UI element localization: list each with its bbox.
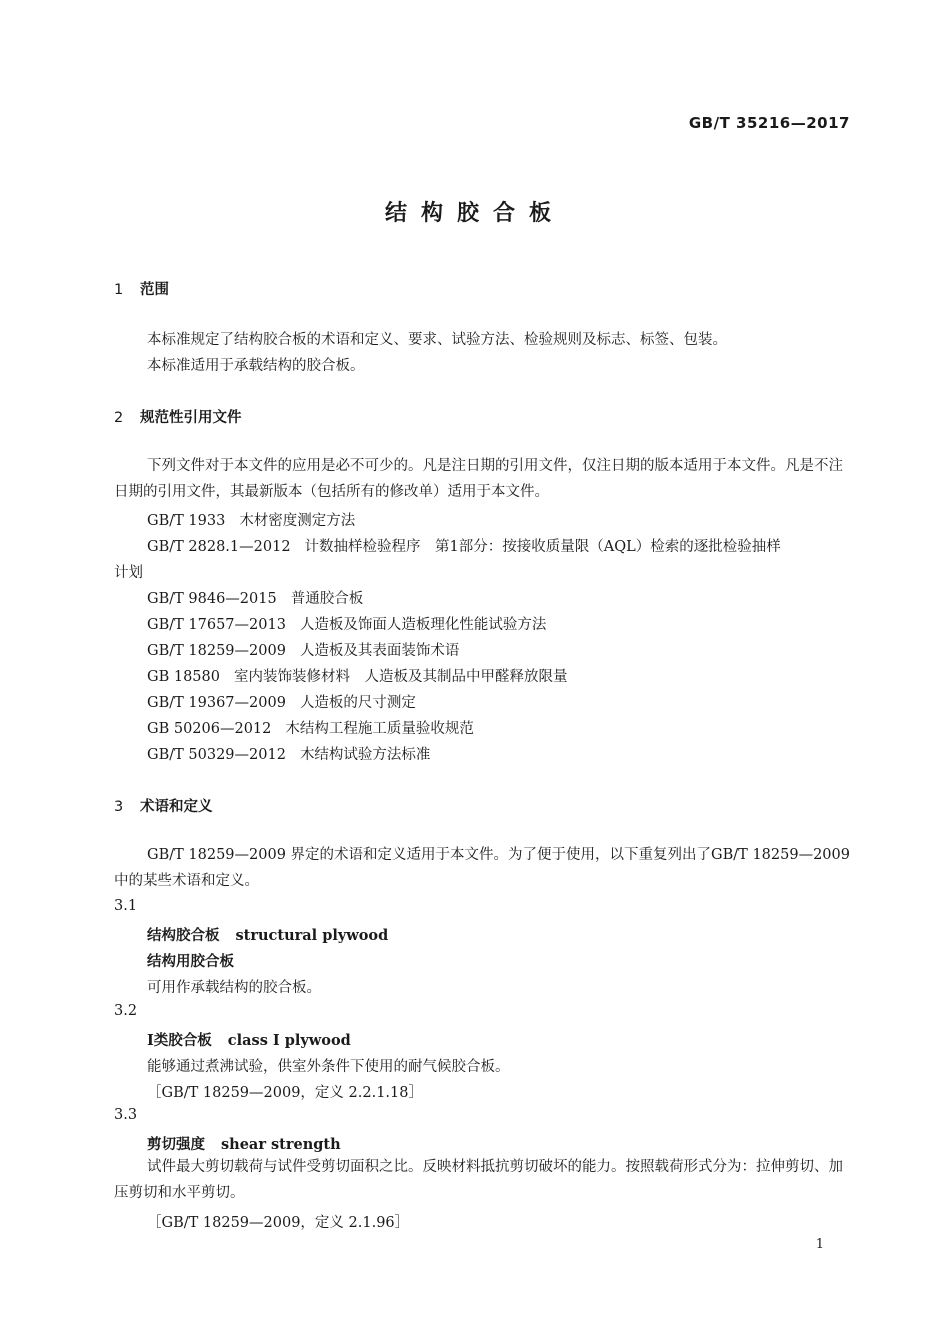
reference-name: 普通胶合板 [290, 591, 364, 607]
term-heading [147, 924, 388, 945]
reference-name: 人造板的尺寸测定 [299, 695, 416, 711]
reference-name: 人造板及其表面装饰术语 [299, 643, 460, 659]
reference-name: 木材密度测定方法 [239, 513, 356, 529]
term-definition: 能够通过煮沸试验，供室外条件下使用的耐气候胶合板。 [147, 1059, 510, 1075]
term-english: structural plywood [235, 927, 389, 944]
reference-item [147, 639, 459, 660]
standard-code: GB/T 35216—2017 [688, 114, 850, 132]
section-title: 术语和定义 [140, 799, 213, 815]
reference-item [147, 743, 430, 764]
section-1-heading [114, 278, 169, 299]
reference-item [147, 535, 781, 556]
section-title: 范围 [140, 282, 169, 298]
page-number: 1 [815, 1237, 824, 1252]
term-source: ［GB/T 18259—2009，定义 2.1.96］ [147, 1215, 410, 1231]
reference-item [147, 665, 567, 686]
reference-item [147, 717, 474, 738]
term-english: shear strength [221, 1136, 341, 1153]
term-chinese: 结构胶合板 [147, 927, 220, 944]
section-number: 3 [114, 799, 124, 815]
reference-name: 室内装饰装修材料 人造板及其制品中甲醛释放限量 [233, 669, 568, 685]
paragraph: 本标准适用于承载结构的胶合板。 [147, 358, 365, 374]
reference-name: 人造板及饰面人造板理化性能试验方法 [299, 617, 547, 633]
reference-code: GB/T 19367—2009 [147, 695, 286, 711]
reference-name: 木结构工程施工质量验收规范 [285, 721, 474, 737]
document-title: 结构胶合板 [384, 201, 565, 226]
term-english: class Ⅰ plywood [227, 1032, 351, 1049]
section-3-heading [114, 795, 213, 816]
term-source: ［GB/T 18259—2009，定义 2.2.1.18］ [147, 1085, 423, 1101]
term-number: 3.2 [114, 1003, 138, 1019]
term-definition: 试件最大剪切载荷与试件受剪切面积之比。反映材料抵抗剪切破坏的能力。按照载荷形式分为：拉伸剪切、加压剪切和水平剪切。 [114, 1159, 843, 1201]
term-heading [147, 1029, 351, 1050]
reference-code: GB/T 9846—2015 [147, 591, 277, 607]
term-alternative: 结构用胶合板 [147, 953, 234, 970]
reference-item [147, 691, 416, 712]
reference-item [147, 613, 546, 634]
reference-code: GB 18580 [147, 669, 220, 685]
reference-code: GB/T 2828.1—2012 [147, 539, 291, 555]
term-chinese: 剪切强度 [147, 1136, 205, 1153]
term-chinese: Ⅰ类胶合板 [147, 1032, 212, 1049]
section-title: 规范性引用文件 [140, 410, 242, 426]
reference-continuation: 计划 [114, 565, 143, 581]
reference-name: 木结构试验方法标准 [299, 747, 431, 763]
reference-code: GB/T 1933 [147, 513, 226, 529]
reference-item [147, 509, 355, 530]
term-definition: 可用作承载结构的胶合板。 [147, 980, 321, 996]
reference-code: GB/T 17657—2013 [147, 617, 286, 633]
section-number: 1 [114, 282, 124, 298]
reference-code: GB 50206—2012 [147, 721, 272, 737]
term-number: 3.1 [114, 898, 138, 914]
paragraph: GB/T 18259—2009 界定的术语和定义适用于本文件。为了便于使用，以下重复列出了GB/T 18259—2009 中的某些术语和定义。 [114, 847, 850, 889]
section-number: 2 [114, 410, 124, 426]
paragraph: 本标准规定了结构胶合板的术语和定义、要求、试验方法、检验规则及标志、标签、包装。 [147, 332, 727, 348]
term-number: 3.3 [114, 1107, 138, 1123]
reference-name: 计数抽样检验程序 第1部分：按接收质量限（AQL）检索的逐批检验抽样 [304, 539, 781, 555]
reference-item [147, 587, 363, 608]
reference-code: GB/T 18259—2009 [147, 643, 286, 659]
section-2-heading [114, 406, 242, 427]
reference-code: GB/T 50329—2012 [147, 747, 286, 763]
paragraph: 下列文件对于本文件的应用是必不可少的。凡是注日期的引用文件，仅注日期的版本适用于本文件。凡是不注日期的引用文件，其最新版本（包括所有的修改单）适用于本文件。 [114, 458, 843, 500]
term-heading [147, 1133, 341, 1154]
